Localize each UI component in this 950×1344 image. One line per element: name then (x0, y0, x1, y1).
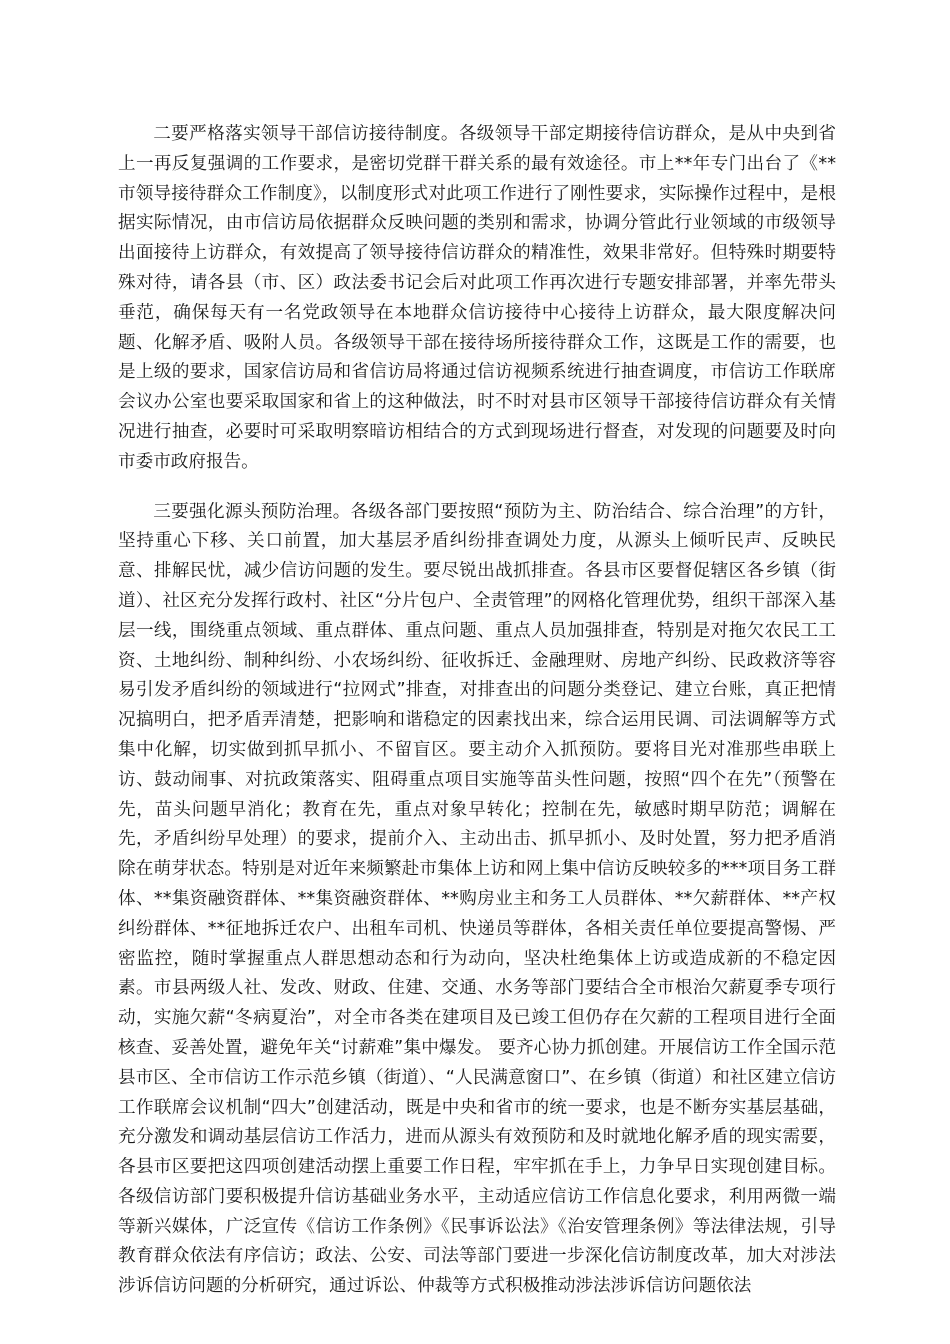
paragraph-reception-system: 二要严格落实领导干部信访接待制度。各级领导干部定期接待信访群众，是从中央到省上一再反复强调的工作要求，是密切党群干群关系的最有效途径。市上**年专门出台了《**市领导接待群众工作制度》，以制度形式对此项工作进行了刚性要求，实际操作过程中，是根据实际情况，由市信访局依据群众反映问题的类别和需求，协调分管此行业领域的市级领导出面接待上访群众，有效提高了领导接待信访群众的精准性，效果非常好。但特殊时期要特殊对待，请各县（市、区）政法委书记会后对此项工作再次进行专题安排部署，并率先带头垂范，确保每天有一名党政领导在本地群众信访接待中心接待上访群众，最大限度解决问题、化解矛盾、吸附人员。各级领导干部在接待场所接待群众工作，这既是工作的需要，也是上级的要求，国家信访局和省信访局将通过信访视频系统进行抽查调度，市信访工作联席会议办公室也要采取国家和省上的这种做法，时不时对县市区领导干部接待信访群众有关情况进行抽查，必要时可采取明察暗访相结合的方式到现场进行督查，对发现的问题要及时向市委市政府报告。 (118, 124, 836, 472)
paragraph-source-prevention: 三要强化源头预防治理。各级各部门要按照“预防为主、防治结合、综合治理”的方针，坚持重心下移、关口前置，加大基层矛盾纠纷排查调处力度，从源头上倾听民声、反映民意、排解民忧，减少信访问题的发生。要尽锐出战抓排查。各县市区要督促辖区各乡镇（街道）、社区充分发挥行政村、社区“分片包户、全责管理”的网格化管理优势，组织干部深入基层一线，围绕重点领域、重点群体、重点问题、重点人员加强排查，特别是对拖欠农民工工资、土地纠纷、制种纠纷、小农场纠纷、征收拆迁、金融理财、房地产纠纷、民政救济等容易引发矛盾纠纷的领域进行“拉网式”排查，对排查出的问题分类登记、建立台账，真正把情况搞明白，把矛盾弄清楚，把影响和谐稳定的因素找出来，综合运用民调、司法调解等方式集中化解，切实做到抓早抓小、不留盲区。要主动介入抓预防。要将目光对准那些串联上访、鼓动闹事、对抗政策落实、阻碍重点项目实施等苗头性问题，按照“四个在先”（预警在先，苗头问题早消化；教育在先，重点对象早转化；控制在先，敏感时期早防范；调解在先，矛盾纠纷早处理）的要求，提前介入、主动出击、抓早抓小、及时处置，努力把矛盾消除在萌芽状态。特别是对近年来频繁赴市集体上访和网上集中信访反映较多的***项目务工群体、**集资融资群体、**集资融资群体、**购房业主和务工人员群体、**欠薪群体、**产权纠纷群体、**征地拆迁农户、出租车司机、快递员等群体，各相关责任单位要提高警惕、严密监控，随时掌握重点人群思想动态和行为动向，坚决杜绝集体上访或造成新的不稳定因素。市县两级人社、发改、财政、住建、交通、水务等部门要结合全市根治欠薪夏季专项行动，实施欠薪“冬病夏治”，对全市各类在建项目及已竣工但仍存在欠薪的工程项目进行全面核查、妥善处置，避免年关“讨薪难”集中爆发。 要齐心协力抓创建。开展信访工作全国示范县市区、全市信访工作示范乡镇（街道）、“人民满意窗口”、在乡镇（街道）和社区建立信访工作联席会议机制“四大”创建活动，既是中央和省市的统一要求，也是不断夯实基层基础，充分激发和调动基层信访工作活力，进而从源头有效预防和及时就地化解矛盾的现实需要，各县市区要把这四项创建活动摆上重要工作日程，牢牢抓在手上，力争早日实现创建目标。各级信访部门要积极提升信访基础业务水平，主动适应信访工作信息化要求，利用两微一端等新兴媒体，广泛宣传《信访工作条例》《民事诉讼法》《治安管理条例》等法律法规，引导教育群众依法有序信访；政法、公安、司法等部门要进一步深化信访制度改革，加大对涉法涉诉信访问题的分析研究，通过诉讼、仲裁等方式积极推动涉法涉诉信访问题依法 (118, 501, 836, 1297)
document-body (118, 120, 836, 1302)
